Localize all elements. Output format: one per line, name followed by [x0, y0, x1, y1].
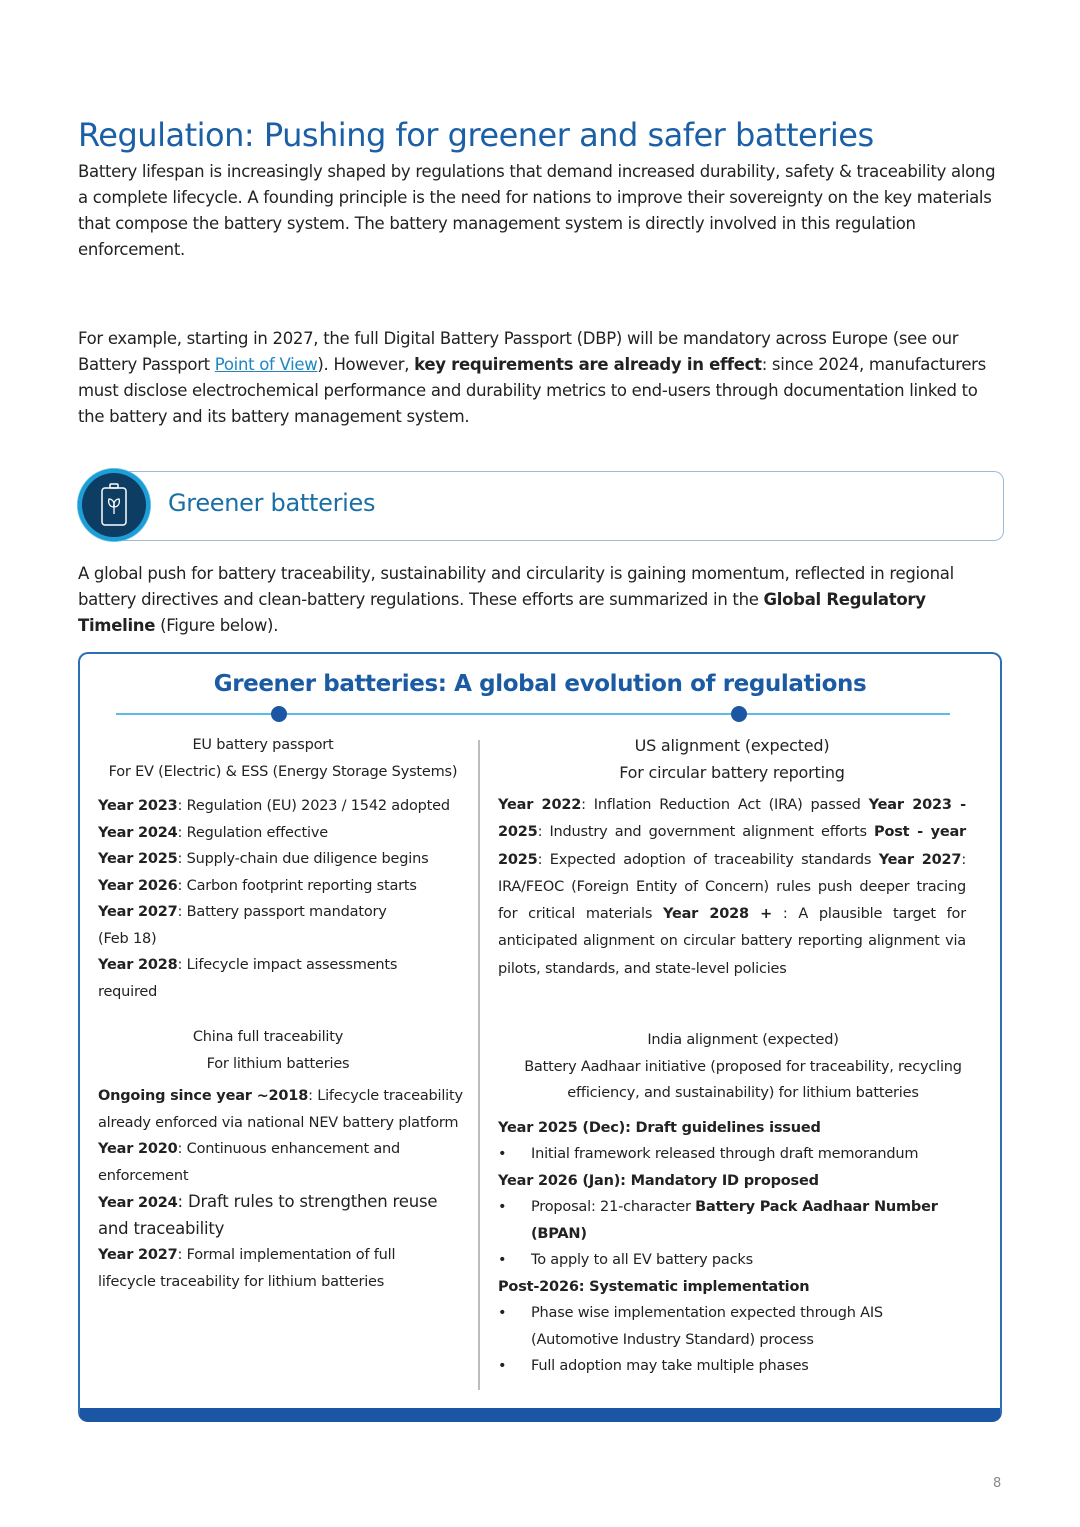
india-subheading: Battery Aadhaar initiative (proposed for traceability, recycling efficiency, and sustainability) for lithium batteries: [524, 1058, 962, 1101]
eu-item-text: : Regulation effective: [177, 824, 328, 841]
us-heading: US alignment (expected): [634, 736, 830, 755]
china-item-label: Year 2020: [98, 1141, 178, 1157]
eu-item-text: : Lifecycle impact assessments required: [98, 957, 398, 1000]
us-item-label: Year 2023 - 2025: [498, 797, 966, 841]
india-milestone-title: [498, 1168, 988, 1195]
eu-item-label: Year 2026: [98, 877, 178, 894]
us-item-label: Year 2028 +: [662, 906, 773, 923]
china-item-text: : Formal implementation of full lifecycle traceability for lithium batteries: [98, 1247, 396, 1290]
india-milestone-label: Year 2025 (Dec): Draft guidelines issued: [498, 1119, 821, 1136]
india-milestone-title: [498, 1115, 988, 1142]
eu-item-text: : Regulation (EU) 2023 / 1542 adopted: [177, 798, 450, 814]
eu-item-label: Year 2028: [98, 957, 178, 973]
china-item-label: Year 2027: [98, 1247, 178, 1263]
india-heading: India alignment (expected): [647, 1032, 839, 1048]
us-subheading: For circular battery reporting: [619, 763, 845, 782]
china-subheading: For lithium batteries: [206, 1055, 350, 1072]
us-item-label: Post - year 2025: [498, 824, 966, 868]
battery-leaf-icon: [78, 469, 150, 541]
section-paragraph: [78, 561, 1008, 639]
india-bullet-text: Proposal: 21-character: [531, 1199, 696, 1215]
eu-item-label: Year 2025: [98, 851, 178, 867]
china-item-text: : Continuous enhancement and enforcement: [98, 1141, 401, 1184]
us-item-text: : IRA/FEOC (Foreign Entity of Concern) rules push deeper tracing for critical materials: [498, 851, 966, 923]
us-item-text: : Inflation Reduction Act (IRA) passed: [581, 797, 869, 813]
eu-subheading: For EV (Electric) & ESS (Energy Storage Systems): [108, 763, 458, 780]
us-timeline-text: [498, 792, 966, 983]
india-bullet: • Initial framework released through draft memorandum: [498, 1141, 988, 1168]
india-milestone-title: [498, 1274, 988, 1301]
china-item: [98, 1083, 468, 1136]
eu-item: [98, 873, 468, 900]
intro-paragraph: Battery lifespan is increasingly shaped by regulations that demand increased durability, safety & traceability along a complete lifecycle. A founding principle is the need for nations to improve their sovereignty on the key materials that compose the battery system. The battery management system is directly involved in this regulation enforcement.: [78, 162, 996, 259]
india-bullet-bold: Battery Pack Aadhaar Number (BPAN): [531, 1199, 938, 1242]
eu-heading: EU battery passport: [192, 737, 334, 753]
eu-item: [98, 899, 408, 952]
eu-item: [98, 820, 468, 847]
china-item-label: Year 2024: [98, 1195, 178, 1211]
us-item-text: : Industry and government alignment efforts: [537, 824, 875, 841]
india-bullet: • Phase wise implementation expected through AIS (Automotive Industry Standard) process: [498, 1300, 918, 1353]
us-item-text: : Expected adoption of traceability standards: [537, 851, 879, 868]
china-item: [98, 1136, 428, 1189]
section-text-2: (Figure below).: [155, 616, 279, 635]
india-bullet: • Full adoption may take multiple phases: [498, 1353, 988, 1380]
eu-item-text: : Carbon footprint reporting starts: [177, 877, 417, 894]
china-item-text: : Draft rules to strengthen reuse and traceability: [98, 1192, 438, 1238]
us-item-label: Year 2022: [498, 797, 582, 813]
india-milestone-label: Post-2026: Systematic implementation: [498, 1278, 810, 1295]
example-text-2: ). However,: [317, 355, 415, 374]
timeline-line: [116, 713, 950, 715]
eu-item: [98, 793, 468, 820]
eu-item: [98, 952, 418, 1005]
us-column: [498, 732, 966, 983]
example-text-1: For example, starting in 2027, the full Digital Battery Passport (DBP) will be mandatory across Europe (see our Battery Passport: [78, 329, 959, 374]
point-of-view-link[interactable]: Point of View: [214, 355, 318, 374]
china-heading: China full traceability: [192, 1029, 344, 1045]
india-bullet: • To apply to all EV battery packs: [498, 1247, 988, 1274]
china-column: [98, 1024, 468, 1295]
section-bold-text: Global Regulatory Timeline: [78, 590, 926, 635]
page-number: 8: [993, 1476, 1002, 1491]
example-paragraph: [78, 326, 1008, 430]
china-item: [98, 1242, 428, 1295]
eu-item-text: : Battery passport mandatory (Feb 18): [98, 904, 387, 947]
regulations-figure: [78, 652, 1002, 1422]
example-text-3: : since 2024, manufacturers must disclose electrochemical performance and durability metrics to end-users through documentation linked to the battery and its battery management system.: [78, 355, 986, 426]
china-item-label: Ongoing since year ~2018: [98, 1088, 309, 1104]
eu-item-label: Year 2027: [98, 904, 178, 920]
figure-title: Greener batteries: A global evolution of regulations: [213, 671, 867, 697]
timeline-dot-right: [731, 706, 747, 722]
timeline-dot-left: [271, 706, 287, 722]
section-header-greener-batteries: [78, 469, 1004, 543]
eu-item-label: Year 2024: [98, 824, 178, 841]
page-title: Regulation: Pushing for greener and safer batteries: [78, 116, 874, 154]
section-text-1: A global push for battery traceability, sustainability and circularity is gaining momentum, reflected in regional battery directives and clean-battery regulations. These efforts are summarized in the: [78, 564, 954, 609]
us-item-text: : A plausible target for anticipated alignment on circular battery reporting alignment via pilots, standards, and state-level policies: [498, 906, 966, 977]
india-column: [498, 1027, 988, 1380]
us-item-label: Year 2027: [878, 851, 962, 868]
eu-item-label: Year 2023: [98, 798, 178, 814]
section-title: Greener batteries: [168, 489, 376, 517]
china-item-text: : Lifecycle traceability already enforced via national NEV battery platform: [98, 1088, 463, 1131]
india-bullet: [498, 1194, 958, 1247]
example-bold-text: key requirements are already in effect: [414, 355, 762, 374]
eu-column: [98, 732, 468, 1005]
india-milestone-label: Year 2026 (Jan): Mandatory ID proposed: [498, 1172, 819, 1189]
eu-item-text: : Supply-chain due diligence begins: [177, 851, 429, 867]
column-divider: [478, 740, 480, 1390]
eu-item: [98, 846, 468, 873]
china-item: [98, 1189, 458, 1242]
